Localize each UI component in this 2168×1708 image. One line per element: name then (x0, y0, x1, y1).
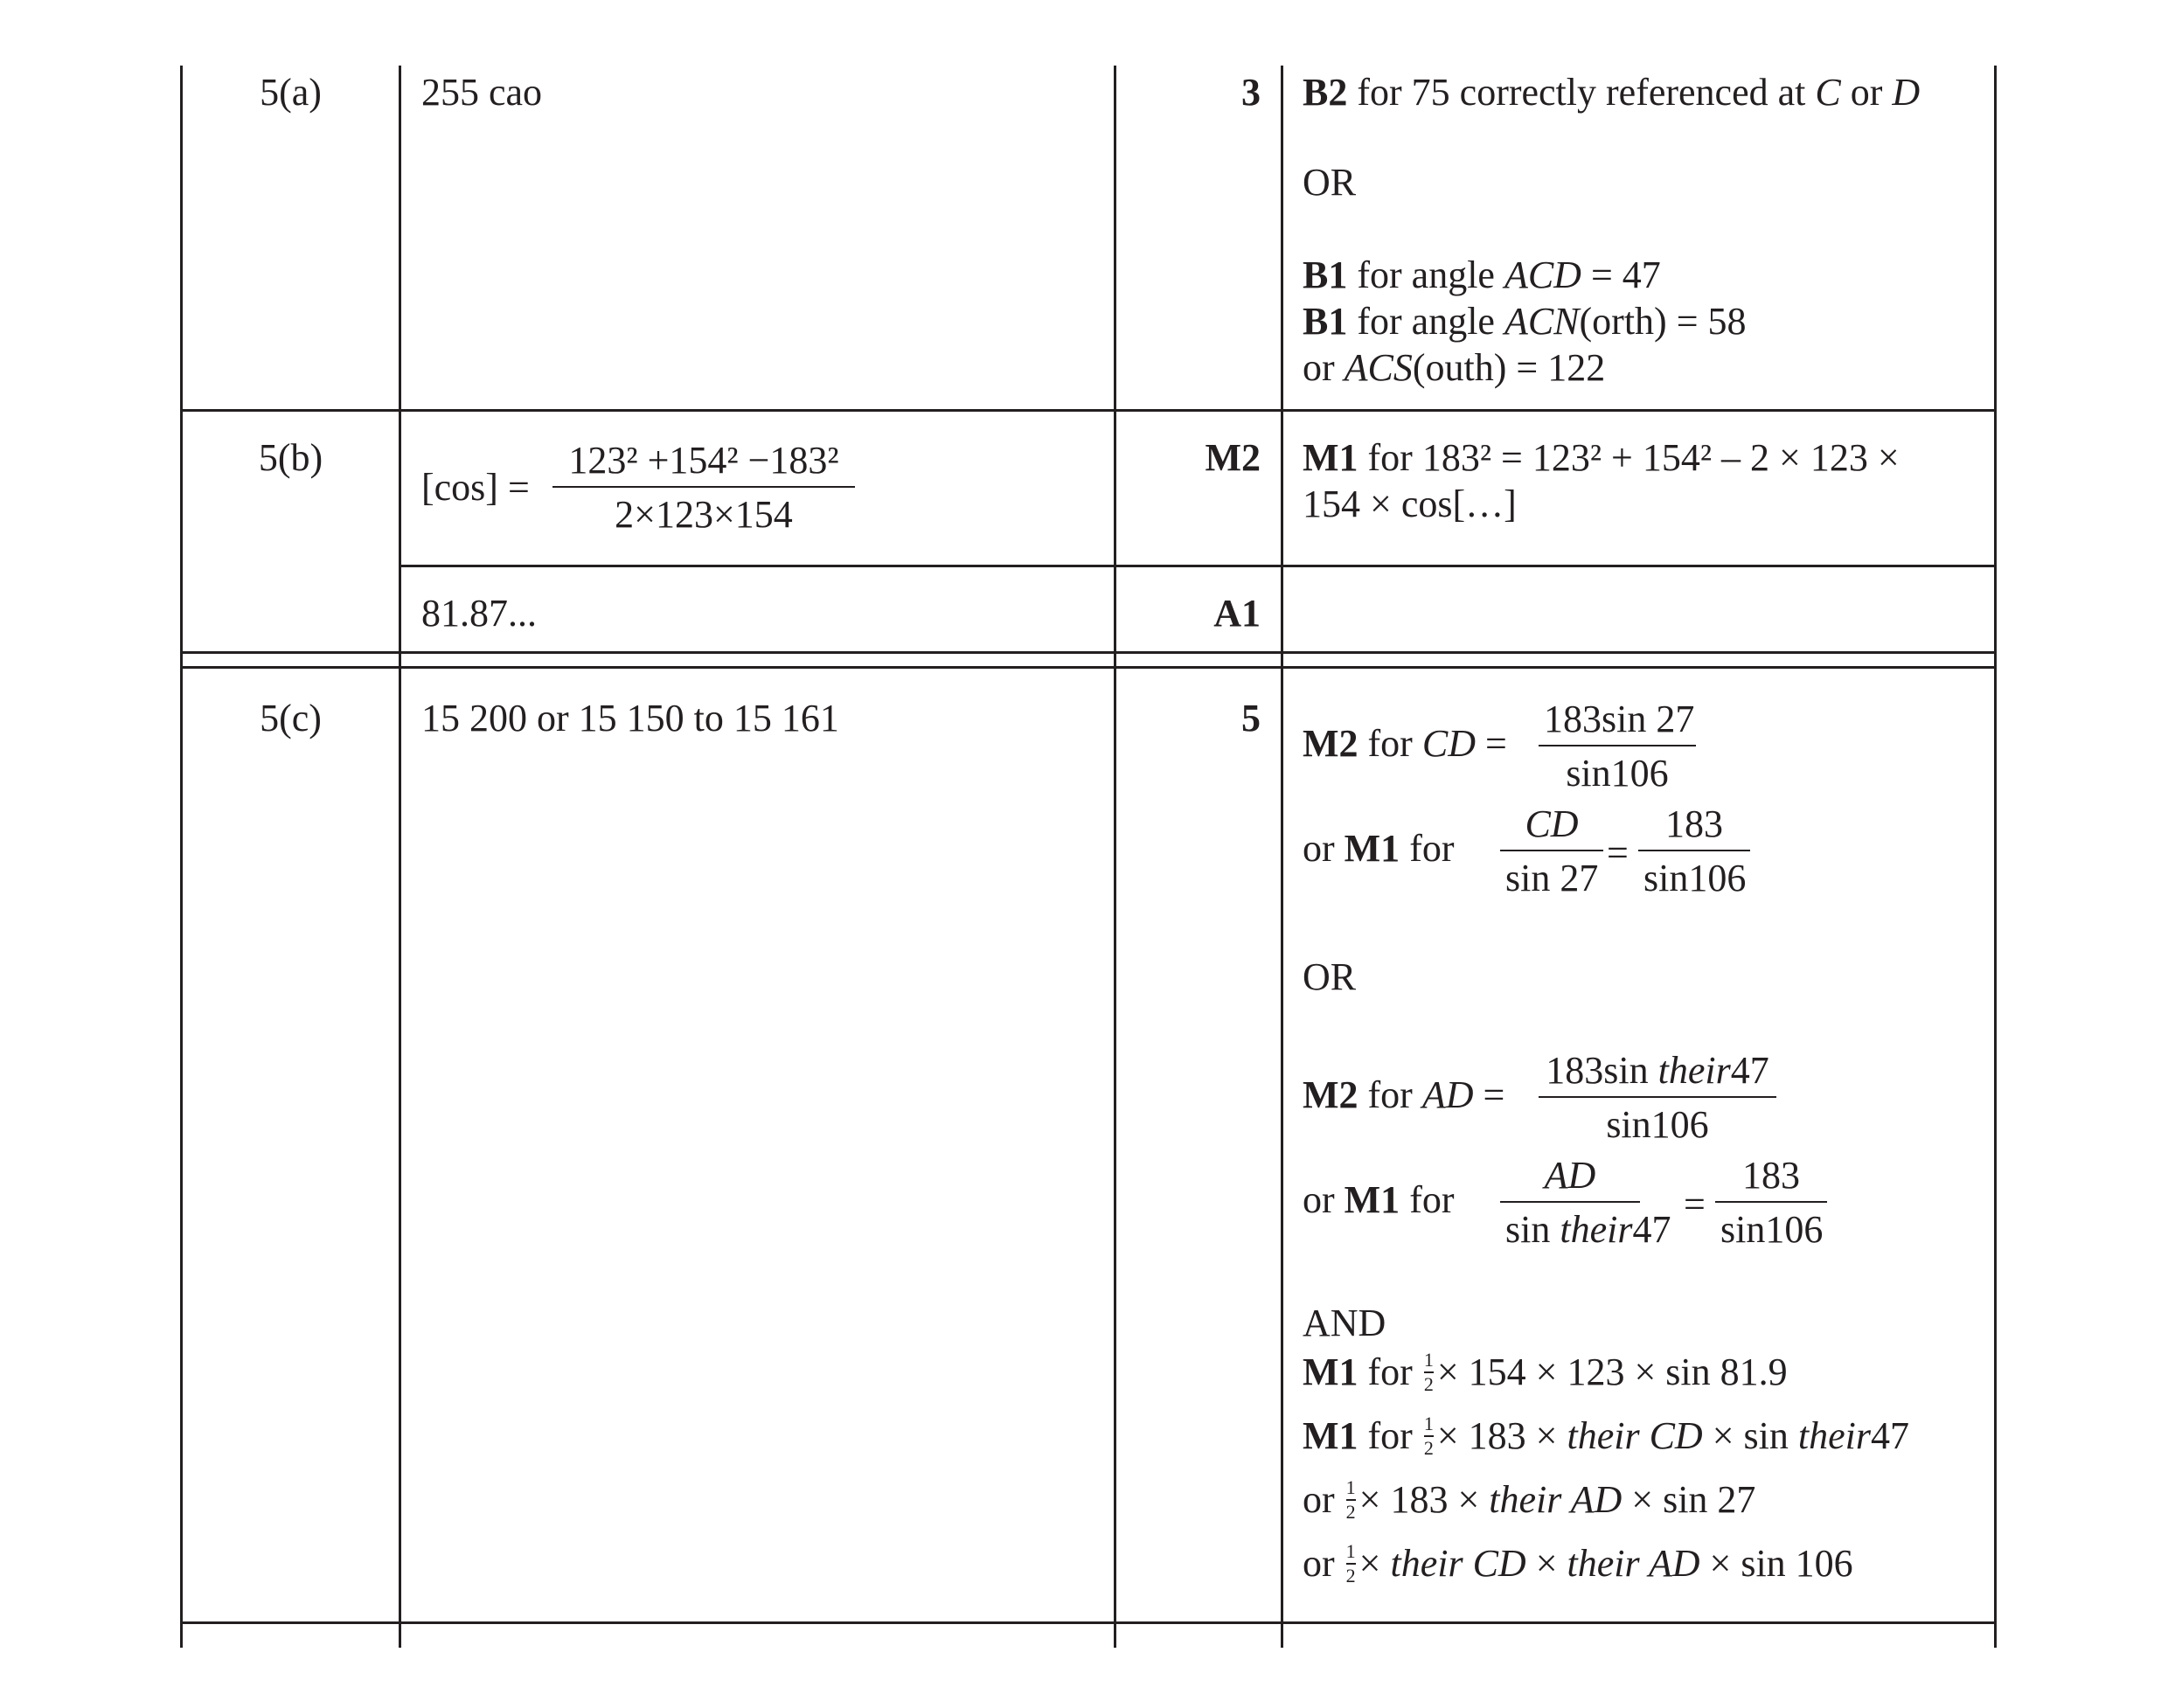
guidance-text: for (1358, 1350, 1422, 1393)
guidance-text: for (1400, 1178, 1455, 1221)
mark-code: M1 (1303, 436, 1358, 479)
guidance-text: = (1475, 722, 1507, 765)
marks-5c: 5 (1241, 697, 1261, 739)
fraction-denominator (1500, 1203, 1671, 1252)
mark-code: B2 (1303, 71, 1348, 114)
guidance-5c-m1-ad-left-fraction (1500, 1154, 1671, 1252)
guidance-text: (orth) = 58 (1579, 300, 1747, 343)
mark-code: M1 (1344, 1178, 1400, 1221)
table-divider-question (399, 66, 401, 1648)
row-rule-c-bottom (180, 1621, 1997, 1624)
guidance-text: for 183² = 123² + 154² – 2 × 123 × (1358, 436, 1900, 479)
angle-label: ACS (1344, 346, 1413, 389)
answer-5b-fraction (552, 441, 855, 535)
guidance-text: for (1358, 1414, 1422, 1457)
fraction-denominator: sin106 (1720, 1208, 1824, 1252)
mark-code: B1 (1303, 253, 1348, 296)
fraction-denominator: 2×123×154 (615, 493, 793, 537)
guidance-text: = (1473, 1073, 1505, 1116)
row-rule-b-c-1 (180, 651, 1997, 654)
fraction-numerator (1539, 1051, 1776, 1096)
fraction-denominator: sin 27 (1505, 857, 1599, 900)
fraction-numerator: 183sin 27 (1544, 698, 1695, 740)
guidance-5c-area-alt-2 (1303, 1539, 1853, 1589)
guidance-text-their: their (1797, 1414, 1871, 1457)
answer-5b-value: 81.87... (421, 592, 537, 635)
marks-5b-m2: M2 (1205, 436, 1261, 479)
guidance-5c-m2-ad-label (1303, 1073, 1505, 1116)
marks-5b-a1: A1 (1213, 592, 1261, 635)
angle-label: ACN (1504, 300, 1580, 343)
guidance-text: × 154 × 123 × sin 81.9 (1436, 1350, 1788, 1393)
fraction-denominator: sin106 (1566, 752, 1669, 795)
fraction-text: 47 (1632, 1208, 1671, 1252)
half-fraction (1345, 1539, 1356, 1586)
mark-code: M1 (1303, 1414, 1358, 1457)
fraction-numerator: 183 (1665, 802, 1723, 845)
fraction-denominator: 2 (1423, 1372, 1434, 1395)
fraction-denominator: 2 (1345, 1500, 1356, 1523)
guidance-text: × sin 27 (1622, 1478, 1756, 1521)
guidance-text: × sin (1702, 1414, 1798, 1457)
guidance-5a-b1-acd (1303, 253, 1661, 296)
guidance-5b-line-2: 154 × cos[…] (1303, 483, 1517, 525)
guidance-5c-m1-cd-equals: = (1607, 831, 1629, 874)
fraction-denominator: 2 (1345, 1564, 1356, 1586)
guidance-5b-line-1 (1303, 436, 1900, 479)
table-divider-marks (1281, 66, 1283, 1648)
guidance-text: × (1358, 1542, 1391, 1585)
guidance-text: or (1303, 1542, 1345, 1585)
answer-5b-prefix: [cos] = (421, 466, 530, 509)
mark-code: M1 (1303, 1350, 1358, 1393)
row-rule-a-b (180, 409, 1997, 412)
guidance-5c-m1-cd-left-fraction (1500, 804, 1603, 899)
fraction-numerator: 1 (1345, 1475, 1356, 1498)
guidance-5c-m2-cd-label (1303, 722, 1507, 765)
angle-label: ACD (1504, 253, 1581, 296)
guidance-text: × 183 × (1358, 1478, 1490, 1521)
guidance-5c-and: AND (1303, 1302, 1386, 1344)
guidance-text: × sin 106 (1699, 1542, 1853, 1585)
row-rule-b-inner (399, 565, 1997, 567)
guidance-5c-area-alt-1 (1303, 1475, 1756, 1525)
guidance-text: or (1303, 346, 1345, 389)
guidance-5c-m1-cd-label (1303, 827, 1455, 870)
guidance-5c-m1-area-2 (1303, 1412, 1909, 1462)
mark-code: M1 (1344, 827, 1400, 870)
guidance-5a-or: OR (1303, 161, 1357, 204)
guidance-5c-m1-ad-label (1303, 1178, 1455, 1221)
half-fraction (1345, 1475, 1356, 1523)
guidance-5c-m1-cd-right-fraction (1638, 804, 1750, 899)
marks-5a: 3 (1241, 71, 1261, 114)
answer-5a: 255 cao (421, 71, 543, 114)
guidance-text: 47 (1871, 1414, 1909, 1457)
guidance-5a-b1-acn (1303, 302, 1747, 341)
guidance-text: for angle (1347, 300, 1504, 343)
guidance-5c-m1-ad-right-fraction (1715, 1156, 1827, 1250)
fraction-numerator: 183 (1742, 1154, 1800, 1197)
guidance-5c-m1-area-1 (1303, 1348, 1788, 1398)
side-label-ad: AD (1421, 1073, 1474, 1116)
half-fraction (1424, 1350, 1434, 1394)
guidance-text: for (1400, 827, 1455, 870)
guidance-text: × 183 × (1436, 1414, 1567, 1457)
question-5a: 5(a) (260, 71, 322, 114)
fraction-text: 183sin (1546, 1049, 1658, 1092)
guidance-text: for 75 correctly referenced at (1347, 71, 1816, 114)
fraction-numerator: 1 (1423, 1348, 1434, 1371)
point-label-c: C (1815, 71, 1841, 114)
guidance-text-their: their AD (1567, 1542, 1700, 1585)
row-rule-b-c-2 (180, 666, 1997, 669)
guidance-5c-m2-ad-fraction (1539, 1051, 1776, 1145)
fraction-numerator: 1 (1345, 1539, 1356, 1562)
fraction-numerator: 1 (1423, 1412, 1434, 1434)
guidance-text: or (1840, 71, 1893, 114)
mark-code: M2 (1303, 722, 1358, 765)
fraction-text: sin (1505, 1208, 1560, 1252)
fraction-text-their: their (1560, 1208, 1633, 1252)
table-border-left (180, 66, 183, 1648)
guidance-text: or (1303, 1478, 1345, 1521)
half-fraction (1424, 1414, 1434, 1458)
fraction-numerator: AD (1544, 1154, 1596, 1197)
fraction-denominator: sin106 (1606, 1103, 1709, 1147)
guidance-text: for (1358, 1073, 1422, 1116)
point-label-d: D (1892, 71, 1921, 114)
fraction-text: 47 (1730, 1049, 1769, 1092)
answer-5c: 15 200 or 15 150 to 15 161 (421, 697, 839, 739)
mark-code: M2 (1303, 1073, 1358, 1116)
guidance-text: or (1303, 827, 1345, 870)
guidance-5c-m2-cd-fraction (1539, 699, 1696, 794)
guidance-text-their: their AD (1489, 1478, 1623, 1521)
guidance-text: (outh) = 122 (1412, 346, 1606, 389)
question-5c: 5(c) (260, 697, 322, 739)
guidance-5a-acs (1303, 346, 1606, 389)
guidance-text: × (1525, 1542, 1567, 1585)
side-label-cd: CD (1421, 722, 1476, 765)
guidance-5c-m1-ad-equals: = (1684, 1183, 1706, 1225)
mark-code: B1 (1303, 300, 1348, 343)
fraction-denominator: 2 (1423, 1436, 1434, 1459)
table-divider-answer (1114, 66, 1116, 1648)
guidance-text: = 47 (1581, 253, 1661, 296)
guidance-text: for (1358, 722, 1422, 765)
guidance-5a-b2 (1303, 73, 1920, 112)
fraction-numerator: 123² +154² −183² (568, 439, 839, 482)
guidance-text: for angle (1347, 253, 1504, 296)
fraction-numerator: CD (1525, 802, 1579, 845)
fraction-denominator: sin106 (1643, 857, 1747, 900)
guidance-5c-or: OR (1303, 955, 1357, 998)
fraction-text-their: their (1657, 1049, 1731, 1092)
guidance-text-their: their CD (1567, 1414, 1703, 1457)
question-5b: 5(b) (258, 436, 323, 479)
table-border-right (1994, 66, 1997, 1648)
guidance-text-their: their CD (1390, 1542, 1526, 1585)
guidance-text: or (1303, 1178, 1345, 1221)
